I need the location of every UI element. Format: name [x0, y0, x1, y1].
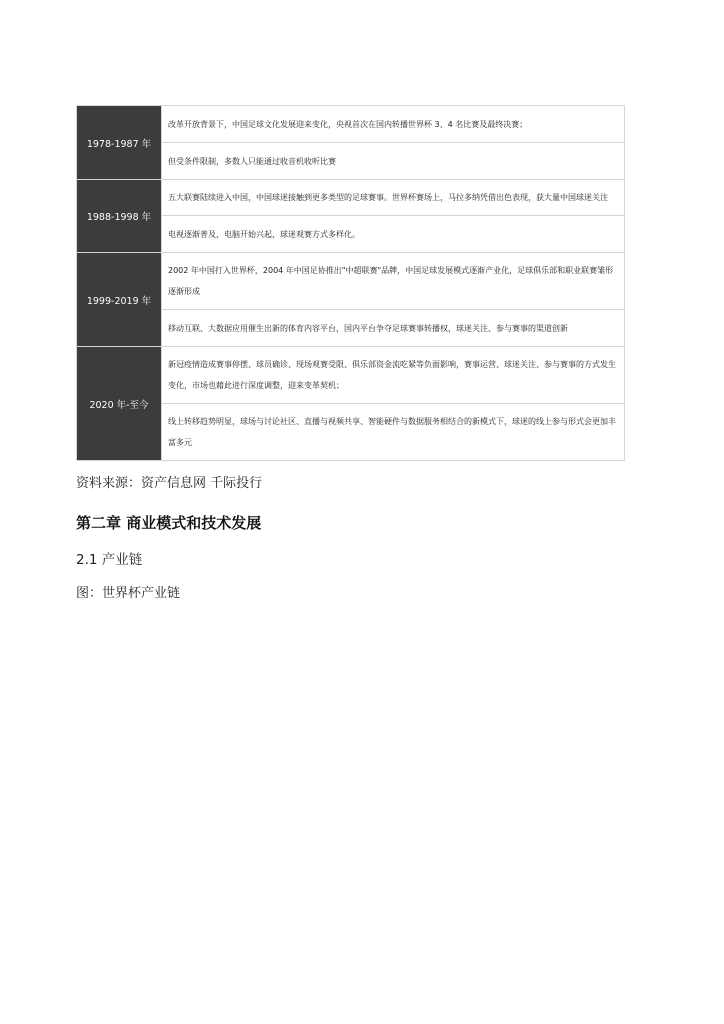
timeline-table [76, 105, 625, 461]
description-cell: 改革开放背景下，中国足球文化发展迎来变化，央视首次在国内转播世界杯 3、4 名比赛及最终决赛； [162, 106, 625, 143]
source-note: 资料来源：资产信息网 千际投行 [76, 476, 263, 491]
description-cell: 但受条件限制，多数人只能通过收音机收听比赛 [162, 143, 625, 180]
table-row [77, 106, 625, 143]
chapter-title: 第二章 商业模式和技术发展 [76, 514, 262, 532]
period-cell: 1999-2019 年 [77, 253, 162, 347]
section-title: 2.1 产业链 [76, 552, 143, 568]
table-row [77, 347, 625, 404]
table-row [77, 180, 625, 216]
description-cell: 移动互联、大数据应用催生出新的体育内容平台，国内平台争夺足球赛事转播权，球迷关注、参与赛事的渠道创新 [162, 310, 625, 347]
table-row [77, 253, 625, 310]
description-cell: 2002 年中国打入世界杯，2004 年中国足协推出"中超联赛"品牌，中国足球发展模式逐渐产业化，足球俱乐部和职业联赛雏形逐渐形成 [162, 253, 625, 310]
period-cell: 1988-1998 年 [77, 180, 162, 253]
description-cell: 电视逐渐普及，电脑开始兴起，球迷观赛方式多样化。 [162, 216, 625, 253]
description-cell: 线上转移趋势明显，球场与讨论社区、直播与视频共享、智能硬件与数据服务相结合的新模式下，球迷的线上参与形式会更加丰富多元 [162, 404, 625, 461]
period-cell: 1978-1987 年 [77, 106, 162, 180]
figure-caption: 图：世界杯产业链 [76, 586, 181, 601]
description-cell: 新冠疫情造成赛事停摆、球员确诊、现场观赛受限、俱乐部资金流吃紧等负面影响，赛事运营、球迷关注、参与赛事的方式发生变化，市场也藉此进行深度调整，迎来变革契机； [162, 347, 625, 404]
description-cell: 五大联赛陆续进入中国，中国球迷接触到更多类型的足球赛事。世界杯赛场上，马拉多纳凭借出色表现，获大量中国球迷关注 [162, 180, 625, 216]
period-cell: 2020 年-至今 [77, 347, 162, 461]
